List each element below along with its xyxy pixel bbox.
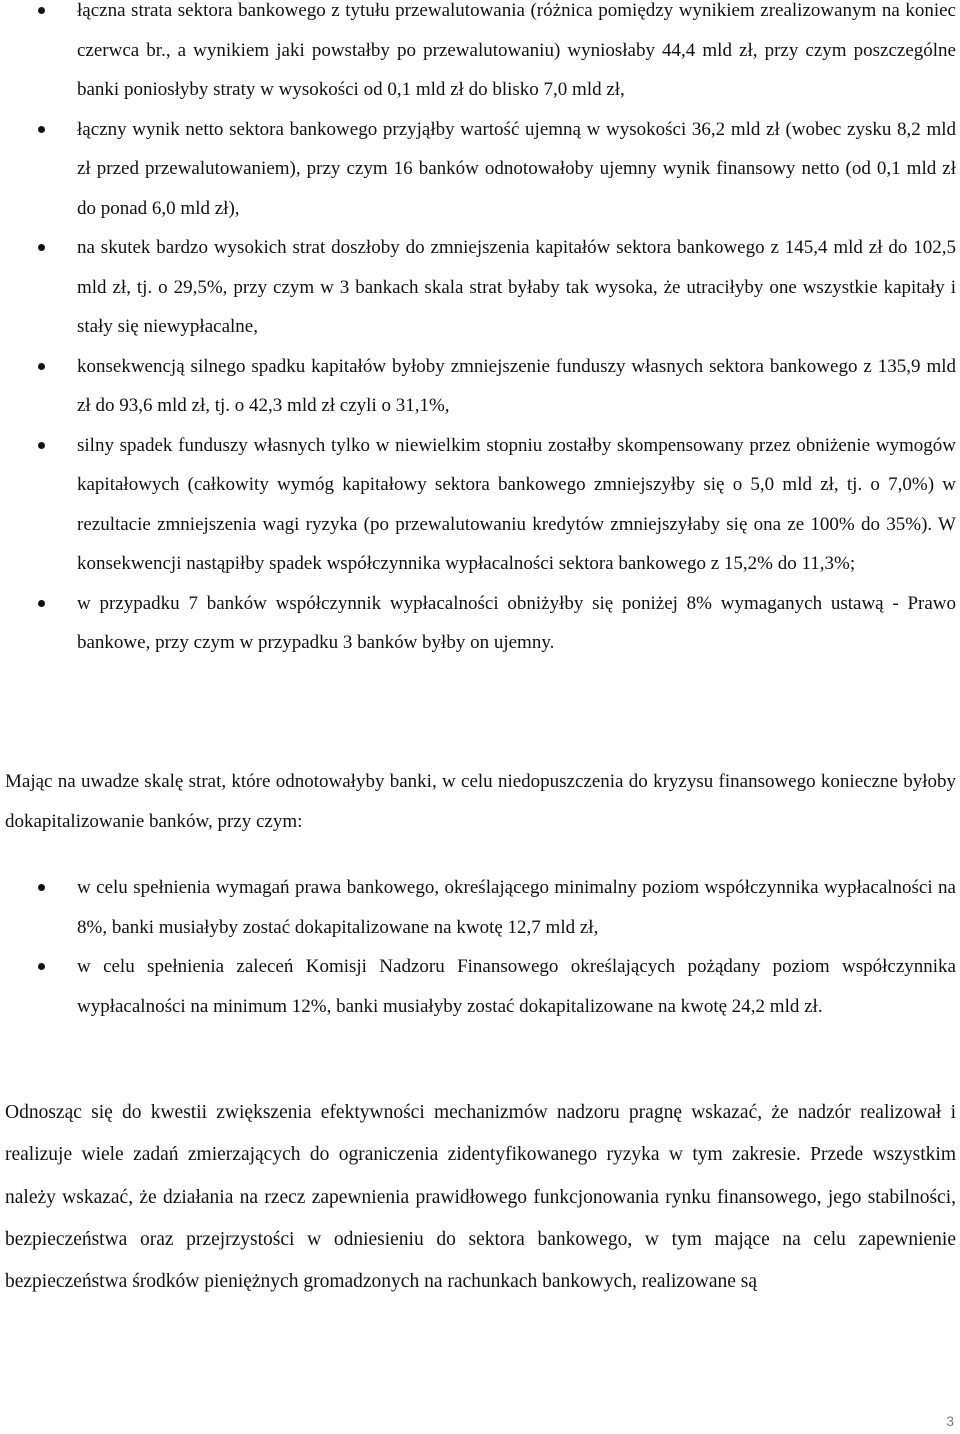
list-item xyxy=(0,868,960,947)
list-item xyxy=(0,347,960,426)
bullet-icon xyxy=(38,442,45,449)
list-item-text: konsekwencją silnego spadku kapitałów byłoby zmniejszenie funduszy własnych sektora bankowego z 135,9 mld zł do 93,6 mld zł, tj. o 42,3 mld zł czyli o 31,1%, xyxy=(77,355,956,416)
list-item-text: w przypadku 7 banków współczynnik wypłacalności obniżyłby się poniżej 8% wymaganych ustawą - Prawo bankowe, przy czym w przypadku 3 banków byłby on ujemny. xyxy=(77,592,956,653)
list-item xyxy=(0,947,960,1026)
list-item xyxy=(0,0,960,110)
supervision-paragraph: Odnosząc się do kwestii zwiększenia efektywności mechanizmów nadzoru pragnę wskazać, że nadzór realizował i realizuje wiele zadań zmierzających do ograniczenia zidentyfikowanego ryzyka w tym zakresie. Przede wszystkim należy wskazać, że działania na rzecz zapewnienia prawidłowego funkcjonowania rynku finansowego, jego stabilności, bezpieczeństwa oraz przejrzystości w odniesieniu do sektora bankowego, w tym mające na celu zapewnienie bezpieczeństwa środków pieniężnych gromadzonych na rachunkach bankowych, realizowane są xyxy=(5,1102,956,1293)
page-number: 3 xyxy=(946,1413,954,1429)
list-item-text: łączna strata sektora bankowego z tytułu przewalutowania (różnica pomiędzy wynikiem zrealizowanym na koniec czerwca br., a wynikiem jaki powstałby po przewalutowaniu) wyniosłaby 44,4 mld zł, przy czym poszczególne banki poniosłyby straty w wysokości od 0,1 mld zł do blisko 7,0 mld zł, xyxy=(77,0,956,100)
bullet-icon xyxy=(38,7,45,14)
recapitalization-list xyxy=(0,868,960,1026)
list-item-text: w celu spełnienia wymagań prawa bankowego, określającego minimalny poziom współczynnika wypłacalności na 8%, banki musiałyby zostać dokapitalizowane na kwotę 12,7 mld zł, xyxy=(77,877,956,938)
bullet-icon xyxy=(38,363,45,370)
list-item xyxy=(0,110,960,229)
list-item xyxy=(0,426,960,584)
stress-test-results-list xyxy=(0,0,960,663)
list-item xyxy=(0,584,960,663)
list-item-text: na skutek bardzo wysokich strat doszłoby do zmniejszenia kapitałów sektora bankowego z 145,4 mld zł do 102,5 mld zł, tj. o 29,5%, przy czym w 3 bankach skala strat byłaby tak wysoka, że utraciłyby one wszystkie kapitały i stały się niewypłacalne, xyxy=(77,237,956,337)
bullet-icon xyxy=(38,884,45,891)
list-item-text: w celu spełnienia zaleceń Komisji Nadzoru Finansowego określających pożądany poziom współczynnika wypłacalności na minimum 12%, banki musiałyby zostać dokapitalizowane na kwotę 24,2 mld zł. xyxy=(77,956,956,1017)
bullet-icon xyxy=(38,244,45,251)
bullet-icon xyxy=(38,963,45,970)
list-item-text: silny spadek funduszy własnych tylko w niewielkim stopniu zostałby skompensowany przez obniżenie wymogów kapitałowych (całkowity wymóg kapitałowy sektora bankowego zmniejszyłby się o 5,0 mld zł, tj. o 7,0%) w rezultacie zmniejszenia wagi ryzyka (po przewalutowaniu kredytów zmniejszyłaby się ona ze 100% do 35%). W konsekwencji nastąpiłby spadek współczynnika wypłacalności sektora bankowego z 15,2% do 11,3%; xyxy=(77,434,956,574)
list-item xyxy=(0,228,960,347)
recapitalization-intro-paragraph: Mając na uwadze skalę strat, które odnotowałyby banki, w celu niedopuszczenia do kryzysu finansowego konieczne byłoby dokapitalizowanie banków, przy czym: xyxy=(5,771,956,832)
bullet-icon xyxy=(38,126,45,133)
bullet-icon xyxy=(38,600,45,607)
list-item-text: łączny wynik netto sektora bankowego przyjąłby wartość ujemną w wysokości 36,2 mld zł (wobec zysku 8,2 mld zł przed przewalutowaniem), przy czym 16 banków odnotowałoby ujemny wynik finansowy netto (od 0,1 mld zł do ponad 6,0 mld zł), xyxy=(77,118,956,219)
